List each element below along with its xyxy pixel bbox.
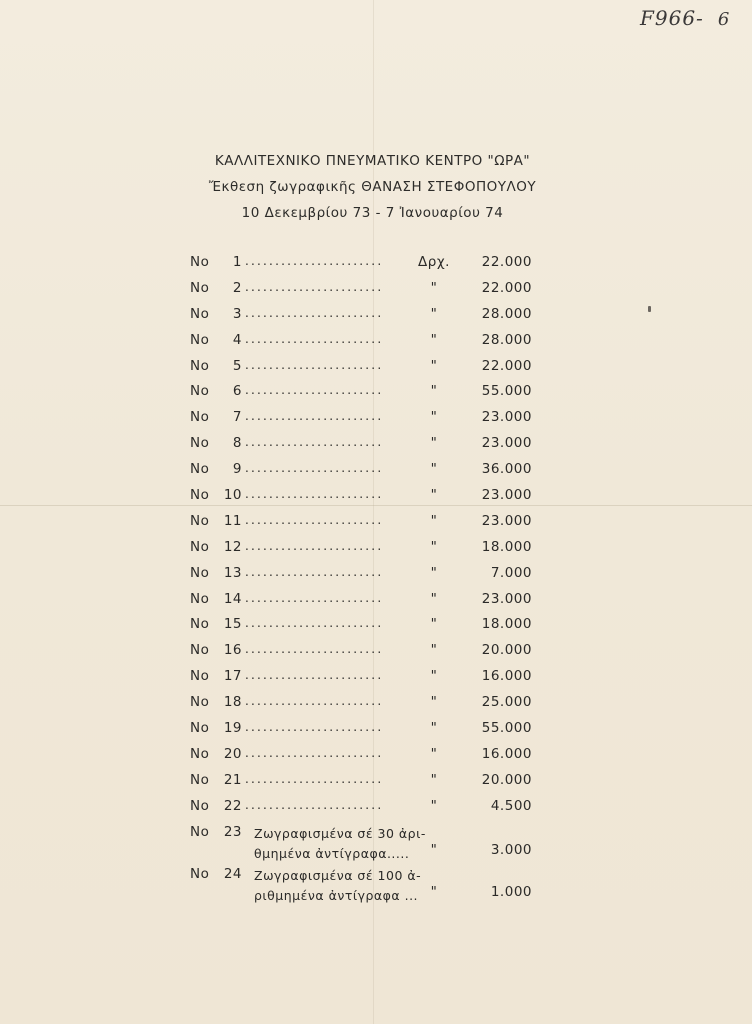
list-item: [190, 280, 535, 306]
list-item: [190, 306, 535, 332]
leader-dots: .......................: [245, 564, 384, 579]
document-header: [150, 148, 595, 226]
item-number: 12: [223, 538, 242, 555]
leader-dots: .......................: [245, 720, 384, 735]
item-number: 10: [223, 487, 242, 504]
currency-unit: ": [430, 564, 438, 581]
item-prefix: No: [190, 305, 210, 322]
leader-dots: .......................: [245, 694, 384, 709]
list-item: [190, 720, 535, 746]
currency-unit: ": [430, 512, 438, 529]
list-item: [190, 461, 535, 487]
leader-dots: .......................: [245, 590, 384, 605]
item-number: 24: [223, 865, 242, 882]
leader-dots: .......................: [245, 461, 384, 476]
item-price: 55.000: [481, 383, 532, 400]
item-number: 18: [223, 694, 242, 711]
currency-unit: ": [430, 461, 438, 478]
item-price: 22.000: [481, 357, 532, 374]
item-number: 9: [232, 461, 242, 478]
list-item: [190, 798, 535, 824]
item-price: 20.000: [481, 642, 532, 659]
item-prefix: No: [190, 357, 210, 374]
leader-dots: .......................: [245, 642, 384, 657]
item-prefix: No: [190, 668, 210, 685]
item-price: 25.000: [481, 694, 532, 711]
item-prefix: No: [190, 823, 210, 840]
item-price: 7.000: [490, 564, 532, 581]
leader-dots: .......................: [245, 797, 384, 812]
list-item: [190, 772, 535, 798]
archive-code: F966-: [640, 6, 704, 30]
item-prefix: No: [190, 745, 210, 762]
description-line-2: θμημένα ἀντίγραφα.....: [254, 845, 410, 861]
list-item: [190, 694, 535, 720]
item-number: 11: [223, 512, 242, 529]
currency-unit: ": [430, 616, 438, 633]
price-list: [190, 254, 535, 908]
item-price: 18.000: [481, 538, 532, 555]
item-description: [254, 866, 434, 906]
leader-dots: .......................: [245, 512, 384, 527]
item-price: 23.000: [481, 590, 532, 607]
header-exhibition: Ἔκθεση ζωγραφικῆς ΘΑΝΑΣΗ ΣΤΕΦΟΠΟΥΛΟΥ: [208, 179, 537, 195]
item-number: 22: [223, 797, 242, 814]
item-price: 3.000: [490, 841, 532, 858]
currency-unit: ": [430, 331, 438, 348]
list-item: [190, 591, 535, 617]
item-price: 23.000: [481, 487, 532, 504]
currency-unit: ": [430, 357, 438, 374]
currency-unit: ": [430, 797, 438, 814]
leader-dots: .......................: [245, 435, 384, 450]
item-price: 16.000: [481, 745, 532, 762]
currency-unit: ": [430, 538, 438, 555]
list-item: [190, 746, 535, 772]
item-number: 17: [223, 668, 242, 685]
leader-dots: .......................: [245, 616, 384, 631]
item-number: 6: [232, 383, 242, 400]
item-number: 16: [223, 642, 242, 659]
leader-dots: .......................: [245, 254, 384, 268]
item-prefix: No: [190, 512, 210, 529]
currency-unit: ": [430, 279, 438, 296]
item-prefix: No: [190, 254, 210, 270]
currency-unit: ": [430, 883, 438, 900]
leader-dots: .......................: [245, 383, 384, 398]
item-prefix: No: [190, 564, 210, 581]
item-number: 4: [232, 331, 242, 348]
list-item: [190, 435, 535, 461]
currency-unit: ": [430, 745, 438, 762]
list-item: [190, 332, 535, 358]
description-line-1: Ζωγραφισμένα σέ 30 ἀρι-: [254, 825, 426, 841]
currency-unit: ": [430, 642, 438, 659]
currency-unit: ": [430, 720, 438, 737]
item-prefix: No: [190, 797, 210, 814]
currency-unit: ": [430, 305, 438, 322]
list-item: [190, 383, 535, 409]
list-item: [190, 254, 535, 280]
item-number: 21: [223, 771, 242, 788]
currency-unit: ": [430, 668, 438, 685]
item-prefix: No: [190, 642, 210, 659]
item-number: 20: [223, 745, 242, 762]
list-item: [190, 358, 535, 384]
item-price: 36.000: [481, 461, 532, 478]
leader-dots: .......................: [245, 409, 384, 424]
item-prefix: No: [190, 409, 210, 426]
currency-unit: ": [430, 841, 438, 858]
currency-unit: ": [430, 383, 438, 400]
leader-dots: .......................: [245, 538, 384, 553]
item-price: 23.000: [481, 512, 532, 529]
header-dates: 10 Δεκεμβρίου 73 - 7 Ἰανουαρίου 74: [241, 205, 504, 221]
list-item: [190, 668, 535, 694]
item-prefix: No: [190, 487, 210, 504]
list-item: [190, 565, 535, 591]
item-number: 14: [223, 590, 242, 607]
leader-dots: .......................: [245, 745, 384, 760]
item-number: 8: [232, 435, 242, 452]
leader-dots: .......................: [245, 357, 384, 372]
item-price: 23.000: [481, 409, 532, 426]
currency-unit: ": [430, 590, 438, 607]
description-line-1: Ζωγραφισμένα σέ 100 ἀ-: [254, 867, 422, 883]
item-prefix: No: [190, 383, 210, 400]
item-price: 28.000: [481, 305, 532, 322]
item-prefix: No: [190, 694, 210, 711]
item-prefix: No: [190, 590, 210, 607]
item-prefix: No: [190, 461, 210, 478]
currency-unit: ": [430, 771, 438, 788]
currency-unit: Δρχ.: [418, 254, 450, 270]
page-number: 6: [717, 9, 731, 30]
item-price: 4.500: [490, 797, 532, 814]
header-organization: ΚΑΛΛΙΤΕΧΝΙΚΟ ΠΝΕΥΜΑΤΙΚΟ ΚΕΝΤΡΟ "ΩΡΑ": [214, 153, 531, 169]
item-price: 28.000: [481, 331, 532, 348]
item-number: 2: [232, 279, 242, 296]
item-number: 19: [223, 720, 242, 737]
item-number: 1: [232, 254, 242, 270]
item-prefix: No: [190, 616, 210, 633]
list-item: [190, 616, 535, 642]
item-price: 23.000: [481, 435, 532, 452]
leader-dots: .......................: [245, 487, 384, 502]
currency-unit: ": [430, 694, 438, 711]
item-prefix: No: [190, 538, 210, 555]
list-item: [190, 487, 535, 513]
item-price: 55.000: [481, 720, 532, 737]
item-number: 23: [223, 823, 242, 840]
leader-dots: .......................: [245, 331, 384, 346]
item-price: 22.000: [481, 279, 532, 296]
currency-unit: ": [430, 487, 438, 504]
item-prefix: No: [190, 331, 210, 348]
currency-unit: ": [430, 435, 438, 452]
item-price: 22.000: [481, 254, 532, 270]
item-price: 16.000: [481, 668, 532, 685]
ink-spot: [648, 306, 651, 312]
leader-dots: .......................: [245, 668, 384, 683]
item-price: 20.000: [481, 771, 532, 788]
description-line-2: ριθμημένα ἀντίγραφα ...: [254, 887, 419, 903]
leader-dots: .......................: [245, 305, 384, 320]
item-prefix: No: [190, 771, 210, 788]
item-prefix: No: [190, 720, 210, 737]
list-item: [190, 513, 535, 539]
item-number: 13: [223, 564, 242, 581]
item-prefix: No: [190, 865, 210, 882]
item-number: 3: [232, 305, 242, 322]
item-number: 5: [232, 357, 242, 374]
item-price: 1.000: [490, 883, 532, 900]
item-prefix: No: [190, 435, 210, 452]
list-item: [190, 642, 535, 668]
item-number: 7: [232, 409, 242, 426]
item-prefix: No: [190, 279, 210, 296]
handwritten-annotation: [640, 6, 730, 30]
list-item: [190, 409, 535, 435]
currency-unit: ": [430, 409, 438, 426]
list-item: [190, 539, 535, 565]
leader-dots: .......................: [245, 279, 384, 294]
leader-dots: .......................: [245, 771, 384, 786]
list-item: [190, 866, 535, 908]
list-item: [190, 824, 535, 866]
item-price: 18.000: [481, 616, 532, 633]
item-description: [254, 824, 434, 864]
item-number: 15: [223, 616, 242, 633]
